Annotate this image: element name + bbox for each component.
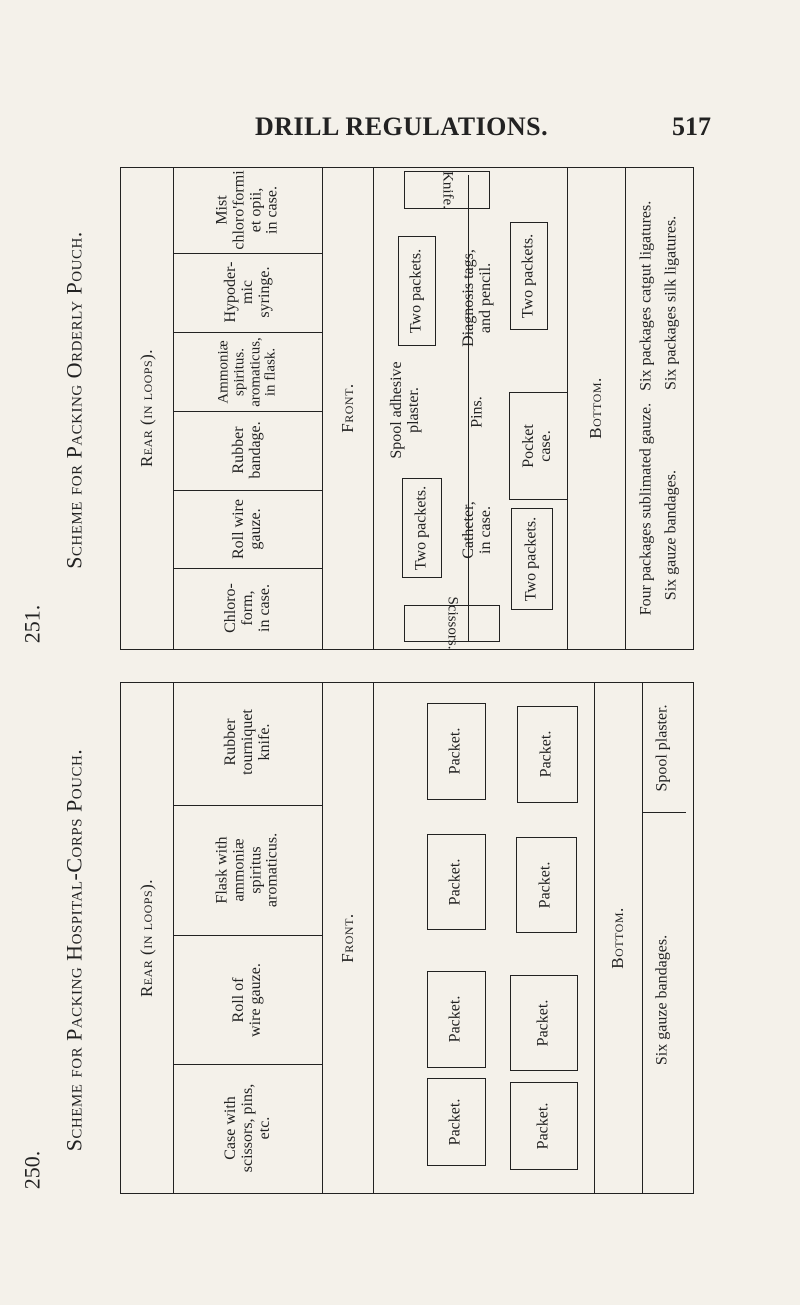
running-head: DRILL REGULATIONS.	[255, 112, 549, 141]
packet-6: Packet.	[534, 999, 552, 1047]
rear-item-flask-ammoniae: Flask with ammoniæ spiritus aromaticus.	[213, 832, 281, 908]
front-item-two-packets-d: Two packets.	[522, 516, 540, 602]
front-item-knife: Knife.	[439, 171, 456, 209]
figure-title-251: Scheme for Packing Orderly Pouch.	[61, 231, 87, 569]
front-item-spool-adhesive: Spool adhesive plaster.	[388, 361, 422, 459]
front-label-250: Front.	[338, 913, 358, 963]
front-item-diagnosis-tags: Diagnosis tags, and pencil.	[460, 249, 494, 347]
figure-number-250: 250.	[19, 1150, 45, 1190]
rear-label-251: Rear (in loops).	[137, 348, 157, 468]
figure-number-251: 251.	[19, 604, 45, 644]
bottom-item-six-gauze-bandages: Six gauze bandages.	[653, 934, 671, 1066]
figure-title-250: Scheme for Packing Hospital-Corps Pouch.	[61, 748, 87, 1152]
packet-2: Packet.	[537, 730, 555, 778]
rear-item-ammoniae-spiritus: Ammoniæ spiritus. aromaticus, in flask.	[215, 337, 279, 407]
rear-item-mist-chloroformi: Mist chloro'formi et opii, in case.	[213, 170, 281, 250]
front-item-two-packets-b: Two packets.	[519, 233, 537, 319]
packet-3: Packet.	[446, 858, 464, 906]
packet-8: Packet.	[534, 1102, 552, 1150]
page-number: 517	[672, 112, 711, 141]
front-label-251: Front.	[338, 383, 358, 433]
front-item-catheter: Catheter, in case.	[460, 501, 494, 559]
front-item-pocket-case: Pocket case.	[520, 424, 554, 468]
front-item-pins: Pins.	[468, 396, 486, 428]
front-item-two-packets-a: Two packets.	[407, 248, 425, 334]
rear-item-case-scissors: Case with scissors, pins, etc.	[221, 1083, 273, 1173]
bottom-line-2-251: Six gauze bandages. Six packages silk ligatures.	[662, 215, 680, 601]
rear-item-hypodermic-syringe: Hypoder- mic syringe.	[221, 261, 273, 323]
bottom-label-250: Bottom.	[608, 907, 628, 969]
packet-1: Packet.	[446, 727, 464, 775]
front-item-two-packets-c: Two packets.	[412, 485, 430, 571]
rear-label-250: Rear (in loops).	[137, 878, 157, 998]
packet-5: Packet.	[446, 995, 464, 1043]
bottom-line-1-251: Four packages sublimated gauze. Six packages catgut ligatures.	[637, 200, 655, 616]
rear-item-chloroform: Chloro- form, in case.	[221, 583, 273, 633]
packet-4: Packet.	[536, 861, 554, 909]
rear-item-rubber-tourniquet: Rubber tourniquet knife.	[221, 709, 273, 775]
rear-item-rubber-bandage: Rubber bandage.	[230, 421, 264, 479]
packet-7: Packet.	[446, 1098, 464, 1146]
rear-item-roll-wire-gauze: Roll wire gauze.	[230, 499, 264, 559]
bottom-label-251: Bottom.	[586, 377, 606, 439]
bottom-item-spool-plaster: Spool plaster.	[653, 704, 671, 792]
front-item-scissors: Scissors.	[444, 596, 461, 650]
rear-item-roll-wire-gauze: Roll of wire gauze.	[230, 963, 264, 1037]
